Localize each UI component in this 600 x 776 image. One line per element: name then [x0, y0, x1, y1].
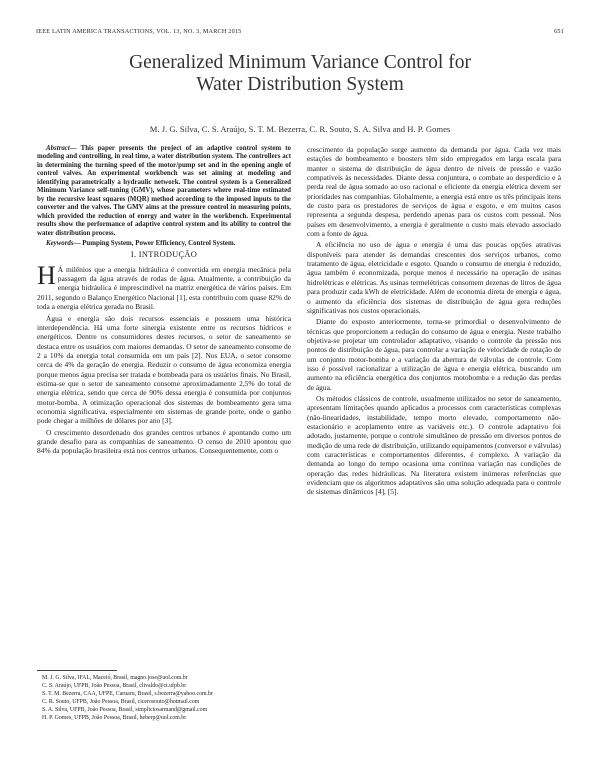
keywords-label: Keywords: [46, 239, 74, 247]
keywords-separator: —: [73, 239, 83, 247]
intro-paragraph-4: crescimento da população surge aumento da demanda por água. Cada vez mais estações de bombeamento e boosters têm sido empregados em larga escala para manter o sistema de distribuição de água dentro de níveis de pressão e vazão compatíveis às necessidades. Diante dessa conjuntura, o combate ao desperdício e à perda real de água somado ao uso racional e eficiente da energia elétrica devem ser prioridades nas companhias. Globalmente, a energia está entre os três principais itens de custo para os prestadores de serviços de água e esgoto, e em muitos casos representa a segunda despesa, perdendo apenas para os custos com pessoal. Nos países em desenvolvimento, a energia é geralmente o custo mais elevado associado com a fonte de água.: [307, 145, 561, 239]
author-list: M. J. G. Silva, C. S. Araújo, S. T. M. Bezerra, C. R. Souto, S. A. Silva and H. P. Gomes: [149, 124, 451, 134]
abstract-label: Abstract: [46, 145, 70, 152]
abstract-text: This paper presents the project of an adaptive control system to modeling and controlling, in real time, a water distribution system. The controllers act in determining the turning speed of the motor/pump set and in the opening angle of control valves. An experimental workbench was set aiming at modeling and identifying parametrically a hydraulic network. The control system is a Generalized Minimum Variance self-tuning (GMV), whose parameters where real-time estimated by the recursive least squares (MQR) method according to the imposed inputs to the converter and the valves. The GMV aims at the pressure control in measuring points, which provided the reduction of energy and water in the workbench. Experimental results show the performance of adaptive control system and its ability to control the water distribution process.: [37, 145, 291, 237]
footnote-item: C. R. Souto, UFPB, João Pessoa, Brasil, cicerosouto@hotmail.com: [42, 699, 200, 706]
intro-paragraph-3: O crescimento desordenado dos grandes centros urbanos é apontando como um grande desafio para as companhias de saneamento. O censo de 2010 apontou que 84% da população brasileira está nos centros urbanos. Consequentemente, com o: [37, 427, 291, 456]
footnote-item: C. S. Araújo, UFPB, João Pessoa, Brasil, clivaldo@ct.ufpb.br: [42, 683, 187, 690]
footnote-rule: [37, 670, 117, 671]
abstract-separator: —: [69, 145, 81, 152]
intro-paragraph-2: Água e energia são dois recursos essenciais e possuem uma histórica interdependência. Há uma forte sinergia existente entre os recursos hídricos e energéticos. Dentre os consumidores destes recursos, o setor de saneamento se destaca entre os usuários com maiores demandas. O setor de saneamento consome de 2 a 10% da energia total consumida em um país [2]. Nos EUA, o setor consome cerca de 4% da geração de energia. Reduzir o consumo de água economiza energia porque menos água precisa ser tratada e bombeada para os usuários finais. No Brasil, estima-se que o setor de saneamento consome aproximadamente 2,5% do total de energia elétrica, sendo que cerca de 90% dessa energia é consumida por conjuntos motor-bomba. A otimização operacional dos sistemas de bombeamento gera uma economia significativa, especialmente em sistemas de grande porte, onde o ganho pode chegar a milhões de dólares por ano [3].: [37, 313, 291, 426]
section-heading-introduction: I. INTRODUÇÃO: [130, 250, 198, 260]
running-header: [36, 28, 564, 38]
left-column: [37, 145, 291, 458]
keywords-text: Pumping System, Power Efficiency, Control System.: [82, 239, 236, 247]
intro-paragraph-1: [37, 260, 291, 312]
footnote-item: M. J. G. Silva, IFAL, Maceió, Brasil, magno.jose@uol.com.br: [42, 675, 188, 681]
author-footnotes: [37, 670, 291, 723]
intro-paragraph-6: Diante do exposto anteriormente, torna-se primordial o desenvolvimento de técnicas que proporcionem a redução do consumo de água e energia. Neste trabalho objetiva-se projetar um controlador adaptativo, visando o controle da pressão nos pontos de distribuição de água, para controlar a variação de velocidade de rotação de um conjunto motor-bomba e a variação da abertura de válvulas de controle. Com isso é possível racionalizar a utilização de água e energia elétrica, buscando um aumento na eficiência energética dos conjuntos motobomba e a redução das perdas de água.: [307, 317, 561, 392]
drop-cap: H: [37, 260, 56, 290]
intro-paragraph-5: A eficiência no uso de água e energia é uma das poucas opções atrativas disponíveis para atender às demandas crescentes dos serviços urbanos, como tratamento de água, eletricidade e esgoto. Quando o consumo de energia é reduzido, água também é economizada, porque menos é necessário na operação de usinas hidrelétricas e elétricas. As usinas termelétricas consomem dezenas de litros de água para produzir cada kWh de eletricidade. Além de economia direta de energia e água, o aumento da eficiência dos sistemas de distribuição de água gera reduções significativas nos custos operacionais.: [307, 240, 561, 315]
abstract: [37, 145, 291, 238]
intro-paragraph-1-text: Á milênios que a energia hidráulica é convertida em energia mecânica pela passagem da água através de rodas de água. Atualmente, a contribuição da energia hidráulica é imprescindível na matriz energética de vários países. Em 2011, segundo o Balanço Energético Nacional [1], esta contribuiu com quase 82% de toda a energia elétrica gerada no Brasil.: [37, 264, 291, 312]
footnote-item: H. P. Gomes, UFPB, João Pessoa, Brasil, heberp@uol.com.br: [42, 715, 187, 722]
title-line-1: Generalized Minimum Variance Control for: [129, 52, 471, 73]
intro-paragraph-7: Os métodos clássicos de controle, usualmente utilizados no setor de saneamento, apresentam limitações quando aplicados a processos com características complexas (não-linearidades, instabilidade, tempo morto elevado, comportamento não-estacionário e acoplamento entre as variáveis etc.). O controle adaptativo foi adotado, justamente, porque o controle simultâneo de pressão em diversos pontos de medição de uma rede de distribuição, utilizando equipamentos (conversor e válvulas) com características e comportamentos diferentes, é complexo. A variação da demanda ao longo do tempo ocasiona uma contínua variação nas condições de operação das redes hidráulicas. Na literatura existem inúmeras referências que evidenciam que os algoritmos adaptativos são uma solução adequada para o controle de sistemas dinâmicos [4], [5].: [307, 393, 561, 497]
page-number: 651: [554, 28, 564, 35]
title-line-2: Water Distribution System: [196, 74, 404, 95]
paper-title: [36, 52, 564, 96]
footnote-item: S. A. Silva, UFPB, João Pessoa, Brasil, simpliciosarmand@gmail.com: [42, 707, 208, 714]
footnote-item: S. T. M. Bezerra, CAA, UFPE, Caruaru, Brasil, s.bezerra@yahoo.com.br: [42, 691, 213, 698]
journal-name: IEEE LATIN AMERICA TRANSACTIONS, VOL. 13, NO. 3, MARCH 2015: [36, 28, 242, 35]
right-column: [307, 145, 561, 499]
keywords: [37, 240, 291, 248]
